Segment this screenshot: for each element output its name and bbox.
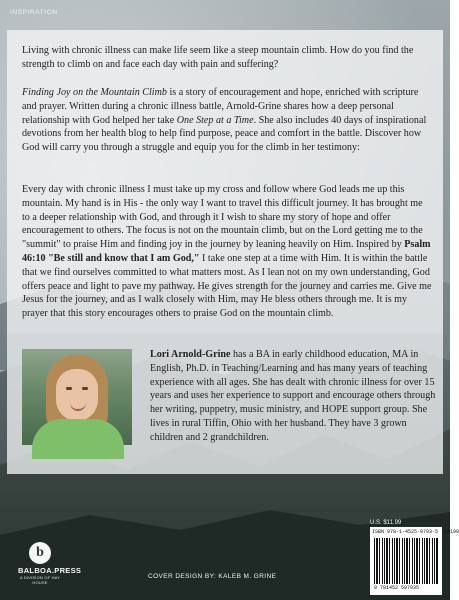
testimony-text-2: I take one step at a time with Him. It is within the battle that we find ourselves committed to what matters most. As I lean not on my own understanding, God offers peace and light to pave my pathway. He gives strength for the journey and carries me. Give me Jesus for the journey, and as I walk closely with Him, may He bless others through me. It is my prayer that this story encourages others to praise God on the mountain climb. [22,252,432,320]
cover-design-credit: COVER DESIGN BY: KALEB M. GRINE [148,573,277,580]
publisher-mark-icon: b [29,542,51,564]
testimony-text: Every day with chronic illness I must take up my cross and follow where God leads me up this mountain. My hand is in His - the only way I want to travel this difficult journey. It has brought me to a deeper relationship with God, and through it I wish to share my story of hope and offer encouragement to others. The focus is not on the mountain climb, but on the Lord getting me to the "summit" to praise Him and finding joy in the journey by leaning heavily on Him. Inspired by [22,184,423,251]
author-bio-text: has a BA in early childhood education, MA in English, Ph.D. in Teaching/Learning and has many years of teaching experience with all ages. She has dealt with chronic illness for over 15 years and uses her experience to support and encourage others through her writing, puppetry, music ministry, and HOPE support group. She lives in rural Tiffin, Ohio with her husband. They have 3 grown children and 2 grandchildren. [150,349,436,443]
isbn-barcode [370,527,459,595]
description-paragraph [22,86,432,155]
isbn-number: ISBN 978-1-4525-9793-5 51199 [372,529,459,535]
intro-paragraph: Living with chronic illness can make life seem like a steep mountain climb. How do you find the strength to climb on and face each day with pain and suffering? [22,45,414,70]
publisher-subtitle: A DIVISION OF HAY HOUSE [19,575,61,585]
book-title-2: One Step at a Time [176,114,254,126]
testimony-paragraph [22,183,432,321]
author-name: Lori Arnold-Grine [150,349,231,360]
barcode-bars [374,538,438,584]
publisher-name: BALBOA.PRESS [18,566,82,575]
price-label: U.S. $11.99 [370,520,402,526]
author-bio [150,348,438,445]
publisher-logo [18,542,82,585]
description-text: is a story of encouragement and hope, enriched with scripture and prayer. Written during a chronic illness battle, Arnold-Grine shares how a deep personal relationship with God helped her take [22,87,419,126]
barcode-number: 9 781452 597935 [374,585,420,591]
description-text-2: . She also includes 40 days of inspirational devotions from her health blog to help find purpose, peace and comfort in the battle. Discover how God will carry you through a struggle and equip you for the climb in her testimony: [22,114,427,154]
scripture-verse: Psalm 46:10 "Be still and know that I am God," [22,239,431,264]
author-photo [22,349,132,445]
book-title: Finding Joy on the Mountain Climb [22,87,167,98]
category-label: INSPIRATION [10,9,58,16]
